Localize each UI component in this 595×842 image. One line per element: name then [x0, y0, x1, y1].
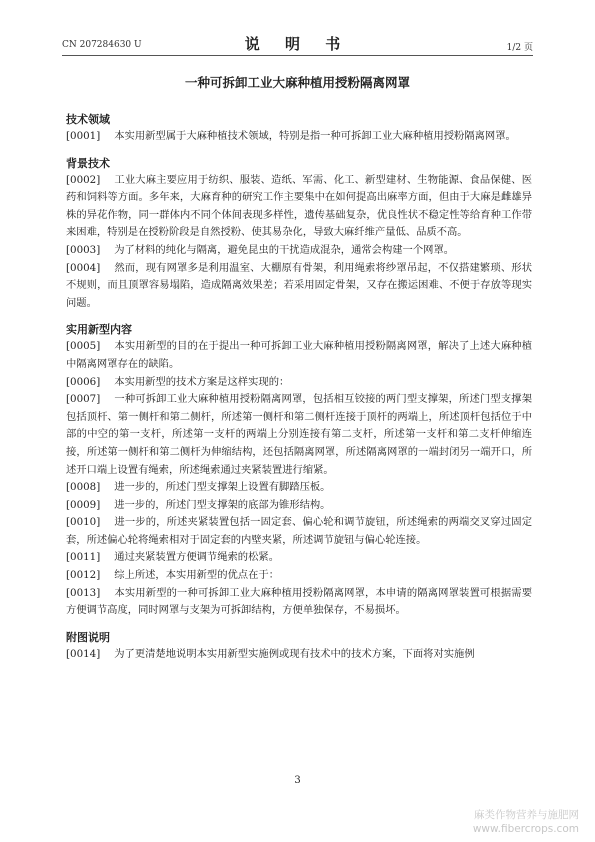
paragraph-text: 本实用新型的技术方案是这样实现的： — [114, 375, 290, 388]
header-divider — [62, 55, 533, 56]
publication-number: CN 207284630 U — [62, 40, 142, 50]
paragraph-number: [0012] — [66, 569, 101, 582]
paragraph-0011 — [66, 549, 532, 567]
paragraph-number: [0010] — [66, 516, 101, 529]
paragraph-0004 — [66, 260, 532, 313]
section-heading-background: 背景技术 — [66, 156, 110, 170]
watermark-url: www.fibercrops.com — [472, 823, 579, 835]
paragraph-number: [0004] — [66, 261, 101, 274]
paragraph-0010 — [66, 514, 532, 549]
paragraph-0009 — [66, 497, 532, 515]
paragraph-number: [0002] — [66, 173, 101, 186]
paragraph-0005 — [66, 338, 532, 373]
paragraph-number: [0008] — [66, 481, 101, 494]
paragraph-text: 本实用新型属于大麻种植技术领域，特别是指一种可拆卸工业大麻种植用授粉隔离网罩。 — [114, 130, 516, 142]
paragraph-text: 为了更清楚地说明本实用新型实施例或现有技术中的技术方案，下面将对实施例 — [114, 647, 475, 660]
paragraph-number: [0005] — [66, 340, 101, 353]
paragraph-text: 工业大麻主要应用于纺织、服装、造纸、军需、化工、新型建材、生物能源、食品保健、医药和饲料等方面。多年来，大麻育种的研究工作主要集中在如何提高出麻率方面，但由于大麻是雌雄异株的异花作物，同一群体内不同个体间表现多样性，遗传基础复杂，优良性状不稳定性等给育种工作带来困难，特别是在授粉阶段是自然授粉、使其易杂化，导致大麻纤维产量低、品质不高。 — [66, 173, 532, 239]
paragraph-text: 然而，现有网罩多是利用温室、大棚原有骨架，利用绳索将纱罩吊起，不仅搭建繁琐、形状不规则，而且顶罩容易塌陷，造成隔离效果差；若采用固定骨架，又存在搬运困难、不便于存放等现实问题。 — [66, 261, 532, 309]
paragraph-0012 — [66, 567, 532, 585]
paragraph-text: 进一步的，所述夹紧装置包括一固定套、偏心轮和调节旋钮，所述绳索的两端交叉穿过固定套，所述偏心轮将绳索相对于固定套的内壁夹紧，所述调节旋钮与偏心轮连接。 — [66, 516, 532, 546]
paragraph-text: 综上所述，本实用新型的优点在于： — [114, 569, 279, 582]
paragraph-text: 进一步的，所述门型支撑架上设置有脚踏压板。 — [114, 481, 331, 494]
paragraph-number: [0014] — [66, 647, 101, 660]
paragraph-number: [0013] — [66, 586, 101, 599]
paragraph-number: [0003] — [66, 243, 101, 256]
paragraph-text: 一种可拆卸工业大麻种植用授粉隔离网罩，包括相互铰接的两门型支撑架，所述门型支撑架包括顶杆、第一侧杆和第二侧杆，所述第一侧杆和第二侧杆连接于顶杆的两端上，所述顶杆包括位于中部的中空的第一支杆，所述第一支杆的两端上分别连接有第二支杆，所述第一支杆和第二支杆伸缩连接，所述第一侧杆和第二侧杆为伸缩结构，还包括隔离网罩，所述隔离网罩的一端封闭另一端开口，所述开口端上设置有绳索，所述绳索通过夹紧装置进行缩紧。 — [66, 393, 532, 476]
paragraph-0003 — [66, 242, 532, 260]
page-number: 3 — [294, 775, 301, 786]
patent-title: 一种可拆卸工业大麻种植用授粉隔离网罩 — [184, 75, 410, 90]
paragraph-number: [0001] — [66, 130, 101, 142]
paragraph-0007 — [66, 391, 532, 479]
section-heading-content: 实用新型内容 — [66, 323, 132, 337]
paragraph-number: [0006] — [66, 375, 101, 388]
paragraph-number: [0007] — [66, 393, 101, 406]
paragraph-text: 本实用新型的目的在于提出一种可拆卸工业大麻种植用授粉隔离网罩，解决了上述大麻种植中隔离网罩存在的缺陷。 — [66, 340, 532, 370]
paragraph-text: 为了材料的纯化与隔离，避免昆虫的干扰造成混杂，通常会构建一个网罩。 — [114, 243, 455, 256]
page-indicator: 1/2 页 — [506, 43, 533, 53]
paragraph-0013 — [66, 585, 532, 620]
paragraph-number: [0009] — [66, 498, 101, 511]
section-heading-tech-field: 技术领域 — [66, 113, 110, 126]
document-type-title: 说 明 书 — [244, 35, 351, 53]
paragraph-0014 — [66, 646, 532, 664]
paragraph-number: [0011] — [66, 551, 101, 564]
paragraph-text: 进一步的，所述门型支撑架的底部为锥形结构。 — [114, 498, 331, 511]
paragraph-0008 — [66, 479, 532, 497]
paragraph-text: 本实用新型的一种可拆卸工业大麻种植用授粉隔离网罩，本申请的隔离网罩装置可根据需要方便调节高度，同时网罩与支架为可拆卸结构，方便单独保存，不易损坏。 — [66, 586, 532, 617]
section-heading-drawings: 附图说明 — [66, 630, 110, 644]
paragraph-0002 — [66, 172, 532, 242]
watermark-site-name: 麻类作物营养与施肥网 — [474, 809, 579, 821]
paragraph-text: 通过夹紧装置方便调节绳索的松紧。 — [114, 551, 279, 564]
document-body — [66, 112, 532, 663]
website-watermark — [473, 808, 579, 836]
paragraph-0006 — [66, 374, 532, 392]
paragraph-0001 — [66, 128, 532, 146]
